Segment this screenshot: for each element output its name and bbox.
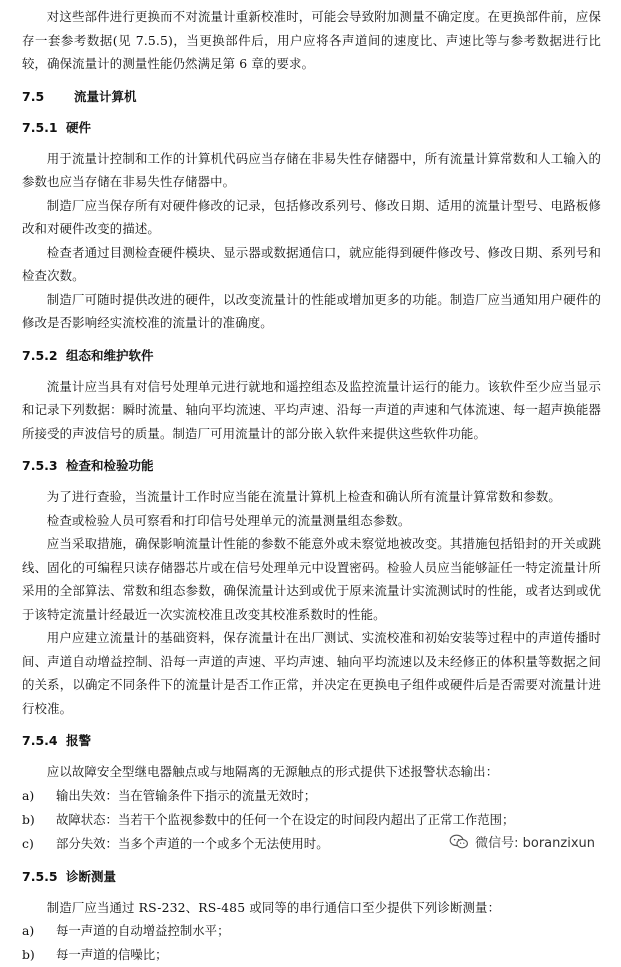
list-item-text: 每一声道的自动增益控制水平； — [56, 923, 230, 938]
list-item — [22, 784, 601, 808]
paragraph: 制造厂应当通过 RS-232、RS-485 或同等的串行通信口至少提供下列诊断测量： — [46, 899, 501, 915]
paragraph: 应以故障安全型继电器触点或与地隔离的无源触点的形式提供下述报警状态输出： — [46, 764, 499, 779]
section-title: 诊断测量 — [66, 868, 117, 884]
paragraph: 检查或检验人员可察看和打印信号处理单元的流量测量组态参数。 — [46, 512, 411, 528]
list-marker: a) — [22, 923, 35, 938]
paragraph: 流量计应当具有对信号处理单元进行就地和遥控组态及监控流量计运行的能力。该软件至少应当显示和记录下列数据：瞬时流量、轴向平均流速、平均声速、沿每一声道的声速和气体流速、每一超声换能器所接受的声波信号的质量。制造厂可用流量计的部分嵌入软件来提供这些软件功能。 — [22, 378, 601, 441]
section-7-5-1-heading — [22, 118, 601, 138]
section-title: 报警 — [66, 733, 92, 748]
list-item — [22, 808, 601, 832]
paragraph: 为了进行查验，当流量计工作时应当能在流量计算机上检查和确认所有流量计算常数和参数。 — [46, 489, 561, 504]
section-7-5-2-heading — [22, 346, 601, 366]
list-marker: b) — [22, 811, 35, 827]
section-number: 7.5.4 — [22, 733, 58, 748]
section-title: 组态和维护软件 — [66, 347, 154, 363]
section-7-5-heading — [22, 87, 601, 107]
paragraph: 用于流量计控制和工作的计算机代码应当存储在非易失性存储器中，所有流量计算常数和人工输入的参数也应当存储在非易失性存储器中。 — [22, 150, 601, 189]
list-item — [22, 943, 601, 967]
section-7-5-3-heading — [22, 456, 601, 476]
section-number: 7.5 — [22, 88, 45, 104]
list-item-text: 输出失效：当在管输条件下指示的流量无效时； — [56, 787, 317, 803]
section-title: 流量计算机 — [74, 88, 137, 104]
intro-paragraph: 对这些部件进行更换而不对流量计重新校准时，可能会导致附加测量不确定度。在更换部件前，应保存一套参考数据(见 7.5.5)，当更换部件后，用户应将各声道间的速度比、声速比等与参考数据进行比较，确保流量计的测量性能仍然满足第 6 章的要求。 — [22, 9, 601, 71]
paragraph: 制造厂应当保存所有对硬件修改的记录，包括修改系列号、修改日期、适用的流量计型号、电路板修改和对硬件改变的描述。 — [22, 197, 601, 236]
section-7-5-4-heading — [22, 731, 601, 751]
paragraph: 应当采取措施，确保影响流量计性能的参数不能意外或未察觉地被改变。其措施包括铅封的开关或跳线、固化的可编程只读存储器芯片或在信号处理单元中设置密码。检验人员应当能够証任一特定流量计所采用的全部算法、常数和组态参数，确保流量计达到或优于原来流量计实流测试时的性能，或者达到或优于该特定流量计经最近一次实流校准且改变其校准系数时的性能。 — [22, 536, 601, 622]
section-number: 7.5.5 — [22, 868, 58, 884]
list-item-text: 故障状态：当若干个监视参数中的任何一个在设定的时间段内超出了正常工作范围； — [56, 811, 515, 827]
section-7-5-5-heading — [22, 867, 601, 887]
list-item — [22, 919, 601, 943]
section-number: 7.5.2 — [22, 347, 58, 363]
section-number: 7.5.3 — [22, 458, 58, 473]
list-item-text: 每一声道的信噪比； — [56, 947, 168, 962]
section-title: 检查和检验功能 — [66, 458, 154, 473]
list-marker: b) — [22, 947, 35, 962]
diagnostic-list — [22, 919, 601, 967]
paragraph: 制造厂可随时提供改进的硬件，以改变流量计的性能或增加更多的功能。制造厂应当通知用户硬件的修改是否影响经实流校准的流量计的准确度。 — [22, 291, 601, 330]
watermark-text: 微信号: boranzixun — [475, 836, 595, 851]
list-item-text: 部分失效：当多个声道的一个或多个无法使用时。 — [56, 835, 329, 851]
wechat-watermark — [445, 830, 599, 853]
list-marker: c) — [22, 835, 34, 851]
section-number: 7.5.1 — [22, 119, 58, 135]
section-title: 硬件 — [66, 119, 92, 135]
paragraph: 检查者通过目测检查硬件模块、显示器或数据通信口，就应能得到硬件修改号、修改日期、系列号和检查次数。 — [22, 244, 601, 283]
list-marker: a) — [22, 787, 35, 803]
paragraph: 用户应建立流量计的基础资料，保存流量计在出厂测试、实流校准和初始安装等过程中的声道传播时间、声道自动增益控制、沿每一声道的声速、平均声速、轴向平均流速以及未经修正的体积量等数据之间的关系，以确定不同条件下的流量计是否工作正常，并决定在更换电子组件或硬件后是否需要对流量计进行校准。 — [22, 630, 601, 716]
wechat-icon — [449, 834, 469, 850]
